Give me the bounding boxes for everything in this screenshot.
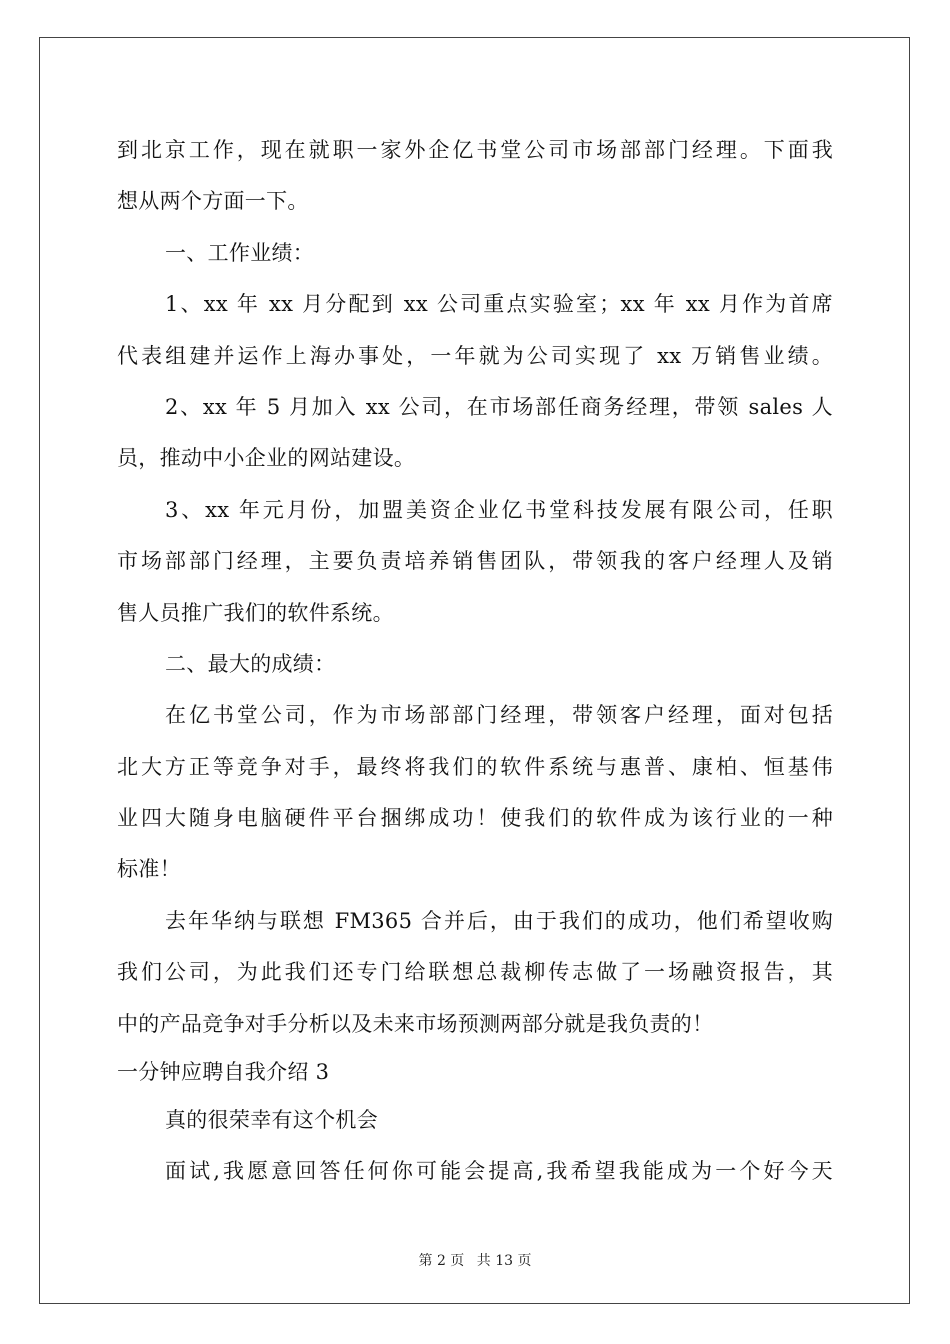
paragraph-line: 3、xx 年元月份，加盟美资企业亿书堂科技发展有限公司，任职 (165, 497, 833, 522)
paragraph-line: 面试,我愿意回答任何你可能会提高,我希望我能成为一个好今天 (165, 1159, 833, 1184)
page-footer (0, 1250, 950, 1270)
paragraph-line: 我们公司，为此我们还专门给联想总裁柳传志做了一场融资报告，其 (117, 960, 833, 985)
paragraph-line: 员，推动中小企业的网站建设。 (117, 446, 416, 471)
document-body (117, 125, 833, 1198)
paragraph-line: 1、xx 年 xx 月分配到 xx 公司重点实验室；xx 年 xx 月作为首席 (165, 292, 833, 317)
page-number: 第 2 页 (418, 1253, 465, 1269)
paragraph-line: 去年华纳与联想 FM365 合并后，由于我们的成功，他们希望收购 (165, 908, 833, 933)
paragraph-line: 到北京工作，现在就职一家外企亿书堂公司市场部部门经理。下面我 (117, 138, 833, 162)
paragraph-line: 在亿书堂公司，作为市场部部门经理，带领客户经理，面对包括 (165, 703, 833, 728)
paragraph-line: 北大方正等竞争对手，最终将我们的软件系统与惠普、康柏、恒基伟 (117, 754, 833, 779)
paragraph-line: 标准！ (117, 857, 181, 882)
paragraph-line: 想从两个方面一下。 (117, 189, 309, 214)
section-heading: 二、最大的成绩： (165, 651, 336, 676)
page-total: 共 13 页 (476, 1253, 532, 1269)
document-heading: 一分钟应聘自我介绍 3 (117, 1060, 330, 1085)
paragraph-line: 业四大随身电脑硬件平台捆绑成功！使我们的软件成为该行业的一种 (117, 806, 833, 831)
paragraph-line: 代表组建并运作上海办事处，一年就为公司实现了 xx 万销售业绩。 (117, 343, 833, 368)
paragraph-line: 2、xx 年 5 月加入 xx 公司，在市场部任商务经理，带领 sales 人 (165, 394, 833, 419)
paragraph-line: 中的产品竞争对手分析以及未来市场预测两部分就是我负责的！ (117, 1011, 714, 1036)
paragraph-line: 真的很荣幸有这个机会 (165, 1108, 378, 1133)
section-heading: 一、工作业绩： (165, 240, 315, 265)
paragraph-line: 售人员推广我们的软件系统。 (117, 600, 394, 625)
paragraph-line: 市场部部门经理，主要负责培养销售团队，带领我的客户经理人及销 (117, 549, 833, 574)
